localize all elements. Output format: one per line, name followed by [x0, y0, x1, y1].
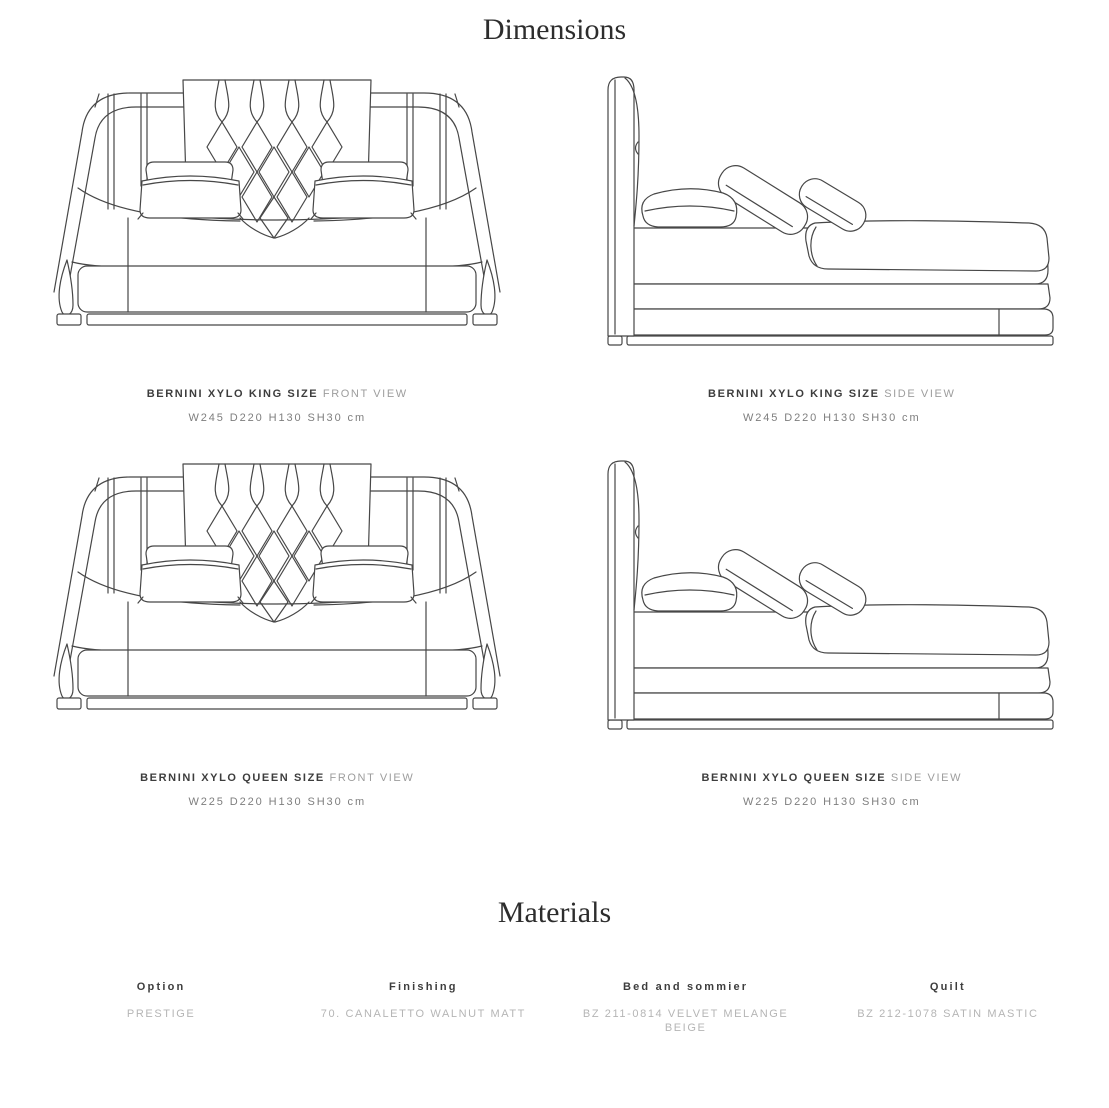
bed-side-view-drawing — [597, 450, 1067, 750]
material-column-quilt — [817, 981, 1079, 1036]
material-label: Bed and sommier — [622, 981, 749, 994]
dimensions-section-title: Dimensions — [482, 13, 627, 46]
figure-view-label: FRONT VIEW — [329, 772, 415, 785]
figure-caption — [147, 388, 408, 401]
material-value: PRESTIGE — [126, 1008, 196, 1021]
material-label: Finishing — [389, 981, 458, 994]
material-value: BZ 212-1078 SATIN MASTIC — [857, 1008, 1039, 1021]
figure-caption — [140, 772, 414, 785]
figure-dimensions: W245 D220 H130 SH30 cm — [188, 412, 367, 425]
bed-front-view-drawing — [42, 450, 512, 750]
material-label: Quilt — [929, 981, 966, 994]
figure-king-side — [555, 66, 1109, 424]
materials-section-title: Materials — [497, 896, 612, 930]
material-value: BZ 211-0814 VELVET MELANGE BEIGE — [582, 1008, 789, 1035]
figure-dimensions: W225 D220 H130 SH30 cm — [188, 796, 367, 809]
figure-queen-side — [555, 450, 1109, 808]
material-label: Option — [136, 981, 186, 994]
figure-name: BERNINI XYLO KING SIZE — [708, 388, 880, 400]
figure-view-label: FRONT VIEW — [322, 388, 408, 400]
material-column-finishing — [292, 981, 554, 1036]
figure-name: BERNINI XYLO QUEEN SIZE — [140, 772, 325, 785]
figure-caption — [708, 388, 955, 401]
bed-side-view-drawing — [597, 66, 1067, 366]
bed-front-view-drawing — [42, 66, 512, 366]
dimensions-figure-grid — [0, 66, 1109, 834]
material-column-bed-and-sommier — [555, 981, 817, 1036]
material-column-option — [30, 981, 292, 1036]
figure-dimensions: W245 D220 H130 SH30 cm — [742, 412, 921, 425]
figure-king-front — [0, 66, 555, 424]
figure-caption — [701, 772, 962, 785]
materials-grid — [30, 981, 1079, 1096]
material-value: 70. CANALETTO WALNUT MATT — [320, 1008, 526, 1021]
figure-view-label: SIDE VIEW — [884, 388, 956, 400]
figure-name: BERNINI XYLO QUEEN SIZE — [701, 772, 887, 785]
figure-view-label: SIDE VIEW — [890, 772, 963, 785]
figure-name: BERNINI XYLO KING SIZE — [146, 388, 319, 400]
figure-dimensions: W225 D220 H130 SH30 cm — [742, 796, 921, 809]
figure-queen-front — [0, 450, 555, 808]
